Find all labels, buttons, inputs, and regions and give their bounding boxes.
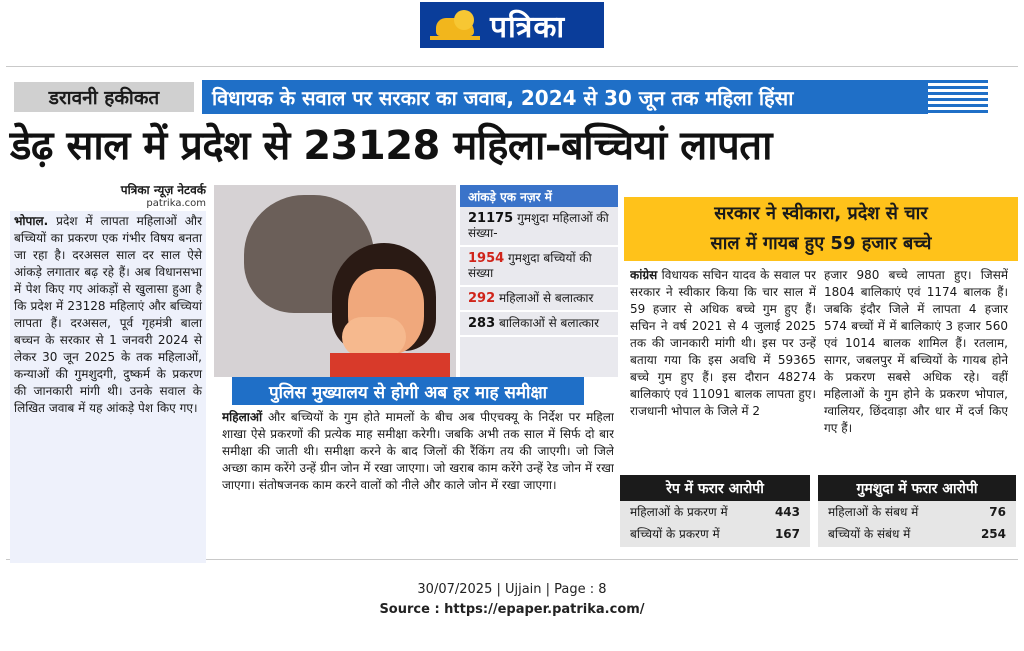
fact-item: 1954 गुमशुदा बच्चियों की संख्या	[460, 247, 618, 287]
lion-emblem-icon	[430, 8, 480, 42]
children-body-1: विधायक सचिन यादव के सवाल पर सरकार ने स्वीकार किया कि चार साल में 59 हजार से अधिक बच्चे गुम हुए हैं। सचिन ने वर्ष 2021 से 4 जुलाई 2025 तक की जानकारी मांगी थी। इस पर उन्हें बताया गया कि इस अवधि में 59365 बच्चे गुम हुए हैं। इस दौरान 48274 बालिकाएं एवं 11091 बालक लापता हुए। राजधानी भोपाल के जिले में 2	[630, 268, 816, 418]
review-body: और बच्चियों के गुम होते मामलों के बीच अब पीएचक्यू के निर्देश पर महिला शाखा ऐसे प्रकरणों की प्रत्येक माह समीक्षा करेगी। जबकि अभी तक साल में सिर्फ दो बार समीक्षा की जाती थी। समीक्षा करने के बाद जिलों की रैंकिंग तय की जाएगी। जो जिले अच्छा काम करेंगे उन्हें ग्रीन जोन में रखा जाएगा। जो खराब काम करेंगे उन्हें रेड जोन में रखा जाएगा। संतोषजनक काम करने वालों को नीले और काले जोन में रखा जाएगा।	[222, 410, 614, 492]
fact-item: 292 महिलाओं से बलात्कार	[460, 287, 618, 312]
dateline: भोपाल.	[14, 214, 49, 228]
main-story-text	[10, 211, 206, 563]
newspaper-page	[6, 66, 1018, 560]
source-link[interactable]: Source : https://epaper.patrika.com/	[379, 602, 645, 617]
kicker-label: डरावनी हकीकत	[14, 82, 194, 112]
masthead	[420, 2, 604, 48]
banner-stripes	[928, 80, 988, 114]
stat-row: बच्चियों के संबंध में 254	[828, 527, 1006, 541]
main-story-column	[10, 181, 206, 563]
stats-missing-box	[818, 475, 1016, 547]
headline: डेढ़ साल में प्रदेश से 23128 महिला-बच्चियां लापता	[10, 123, 772, 169]
children-heading	[624, 197, 1018, 261]
review-lead: महिलाओं	[222, 410, 263, 424]
byline-site: patrika.com	[146, 198, 206, 209]
fact-item: 21175 गुमशुदा महिलाओं की संख्या-	[460, 207, 618, 247]
review-text	[222, 409, 614, 539]
facts-box	[460, 185, 618, 377]
main-story-body: प्रदेश में लापता महिलाओं और बच्चियों का प्रकरण एक गंभीर विषय बनता जा रहा है। दरअसल साल दर साल ऐसे आंकड़े लगातार बढ़ रहे हैं। अब विधानसभा में पेश किए गए आंकड़ों से खुलासा हुआ है कि प्रदेश में 23128 महिलाएं और बच्चियां लापता हैं। दरअसल, पूर्व गृहमंत्री बाला बच्चन के सरकार से 1 जनवरी 2024 से लेकर 30 जून 2025 के तक महिलाओं, कन्याओं की गुमशुदगी, दुष्कर्म के प्रकरण की जानकारी मांगी थी। उनके सवाल के लिखित जवाब में यह आंकड़े पेश किए गए।	[14, 214, 202, 415]
children-text-col1	[630, 267, 816, 477]
stat-row: बच्चियों के प्रकरण में 167	[630, 527, 800, 541]
stats-rape-title: रेप में फरार आरोपी	[620, 475, 810, 501]
stats-rape-box	[620, 475, 810, 547]
children-text-col2: हजार 980 बच्चे लापता हुए। जिसमें 1804 बालिकाएं एवं 1174 बालक हैं। जबकि इंदौर जिले में लापता 4 हजार 574 बच्चों में में बालिकाएं 3 हजार 560 एवं 1014 बालक शामिल हैं। रतलाम, सागर, जबलपुर में बच्चियों के गायब होने के प्रकरण सबसे अधिक रहे। वहीं महिलाओं के गुम होने के प्रकरण भोपाल, ग्वालियर, छिंदवाड़ा और धार में दर्ज किए गए हैं।	[824, 268, 1008, 435]
children-heading-line1: सरकार ने स्वीकारा, प्रदेश से चार	[714, 203, 928, 224]
edition-info: 30/07/2025 | Ujjain | Page : 8	[417, 582, 607, 597]
stats-missing-title: गुमशुदा में फरार आरोपी	[818, 475, 1016, 501]
masthead-title: पत्रिका	[490, 9, 566, 45]
fact-item: 283 बालिकाओं से बलात्कार	[460, 312, 618, 337]
silenced-girl-illustration	[214, 185, 456, 377]
facts-title: आंकड़े एक नज़र में	[460, 185, 618, 207]
review-heading: पुलिस मुख्यालय से होगी अब हर माह समीक्षा	[232, 377, 584, 405]
footer	[0, 580, 1024, 620]
children-lead: कांग्रेस	[630, 268, 658, 282]
stat-row: महिलाओं के प्रकरण में 443	[630, 505, 800, 519]
byline-network: पत्रिका न्यूज़ नेटवर्क	[120, 183, 206, 197]
children-heading-line2: साल में गायब हुए 59 हजार बच्चे	[710, 233, 932, 254]
stat-row: महिलाओं के संबध में 76	[828, 505, 1006, 519]
kicker-banner: विधायक के सवाल पर सरकार का जवाब, 2024 से 30 जून तक महिला हिंसा	[202, 80, 928, 114]
